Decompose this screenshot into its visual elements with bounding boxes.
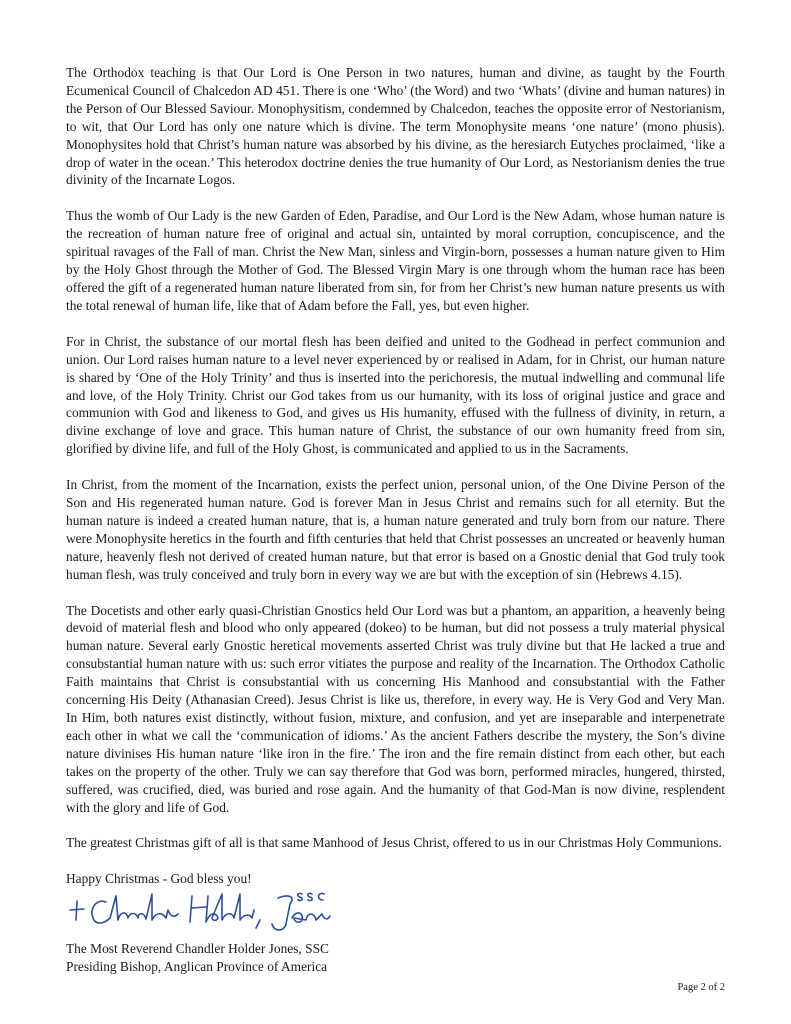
paragraph-chalcedon: The Orthodox teaching is that Our Lord is One Person in two natures, human and divine, as taught by the Fourth Ecumenical Council of Chalcedon AD 451. There is one ‘Who’ (the Word) and two ‘Whats’ (divine and human natures) in the Person of Our Blessed Saviour. Monophysitism, condemned by Chalcedon, teaches the opposite error of Nestorianism, to wit, that Our Lord has only one nature which is divine. The term Monophysite means ‘one nature’ (mono phusis). Monophysites hold that Christ’s human nature was absorbed by his divine, as the heresiarch Eutyches proclaimed, ‘like a drop of water in the ocean.’ This heterodox doctrine denies the true humanity of Our Lord, as Nestorianism denies the true divinity of the Incarnate Logos. bbox=[66, 65, 725, 188]
paragraph-deification: For in Christ, the substance of our mortal flesh has been deified and united to the Godhead in perfect communion and union. Our Lord raises human nature to a level never experienced by or realised in Adam, for in Christ, our human nature is shared by ‘One of the Holy Trinity’ and thus is inserted into the perichoresis, the mutual indwelling and communal life and love, of the Holy Trinity. Christ our God takes from us our humanity, with its loss of original justice and grace and communion with God and likeness to God, and gives us His humanity, effused with the fullness of divinity, in return, a divine exchange of love and grace. This human nature of Christ, the substance of our own humanity freed from sin, glorified by divine life, and full of the Holy Ghost, is communicated and applied to us in the Sacraments. bbox=[66, 333, 725, 457]
letter-body bbox=[66, 64, 725, 976]
paragraph-new-adam: Thus the womb of Our Lady is the new Garden of Eden, Paradise, and Our Lord is the New Adam, whose human nature is the recreation of human nature free of original and actual sin, untainted by moral corruption, concupiscence, and the spiritual ravages of the Fall of man. Christ the New Man, sinless and Virgin-born, possesses a human nature given to Him by the Holy Ghost through the Mother of God. The Blessed Virgin Mary is one through whom the human race has been offered the gift of a regenerated human nature liberated from sin, for from her Christ’s new human nature presents us with the total renewal of human life, like that of Adam before the Fall, yes, but even higher. bbox=[66, 208, 725, 313]
paragraph-incarnation: In Christ, from the moment of the Incarnation, exists the perfect union, personal union, of the One Divine Person of the Son and His regenerated human nature. God is forever Man in Jesus Christ and remains such for all eternity. But the human nature is indeed a created human nature, that is, a human nature generated and truly born from our nature. There were Monophysite heretics in the fourth and fifth centuries that held that Christ possesses an uncreated or heavenly human nature, heavenly flesh not derived of created human nature, but that error is based on a Gnostic denial that God truly took human flesh, was truly conceived and truly born in every way we are but with the exception of sin (Hebrews 4.15). bbox=[66, 477, 725, 582]
signatory-name: The Most Reverend Chandler Holder Jones, SSC bbox=[66, 941, 329, 957]
paragraph-christmas-gift: The greatest Christmas gift of all is that same Manhood of Jesus Christ, offered to us in our Christmas Holy Communions. bbox=[66, 835, 722, 851]
signatory-title: Presiding Bishop, Anglican Province of America bbox=[66, 959, 328, 975]
greeting: Happy Christmas - God bless you! bbox=[66, 871, 252, 887]
page-number: Page 2 of 2 bbox=[677, 982, 725, 993]
paragraph-docetists: The Docetists and other early quasi-Christian Gnostics held Our Lord was but a phantom, an apparition, a heavenly being devoid of material flesh and blood who only appeared (dokeo) to be human, but did not possess a truly material physical human nature. Several early Gnostic heretical movements asserted Christ was truly divine but that He lacked a true and consubstantial human nature with us: such error vitiates the purpose and reality of the Incarnation. The Orthodox Catholic Faith maintains that Christ is consubstantial with us concerning His Manhood and consubstantial with the Father concerning His Deity (Athanasian Creed). Jesus Christ is like us, therefore, in every way. He is Very God and Very Man. In Him, both natures exist distinctly, without fusion, mixture, and confusion, and yet are inseparable and interpenetrate each other in what we call the ‘communication of idioms.’ As the ancient Fathers describe the mystery, the Son’s divine nature divinises His human nature ‘like iron in the fire.’ The iron and the fire remain distinct from each other, but each takes on the property of the other. Truly we can say therefore that God was born, performed miracles, hungered, thirsted, suffered, was crucified, died, was buried and rose again. And the humanity of that God-Man is now divine, resplendent with the glory and life of God. bbox=[66, 602, 725, 815]
signature-image bbox=[66, 890, 336, 936]
signatory-block bbox=[66, 940, 725, 976]
